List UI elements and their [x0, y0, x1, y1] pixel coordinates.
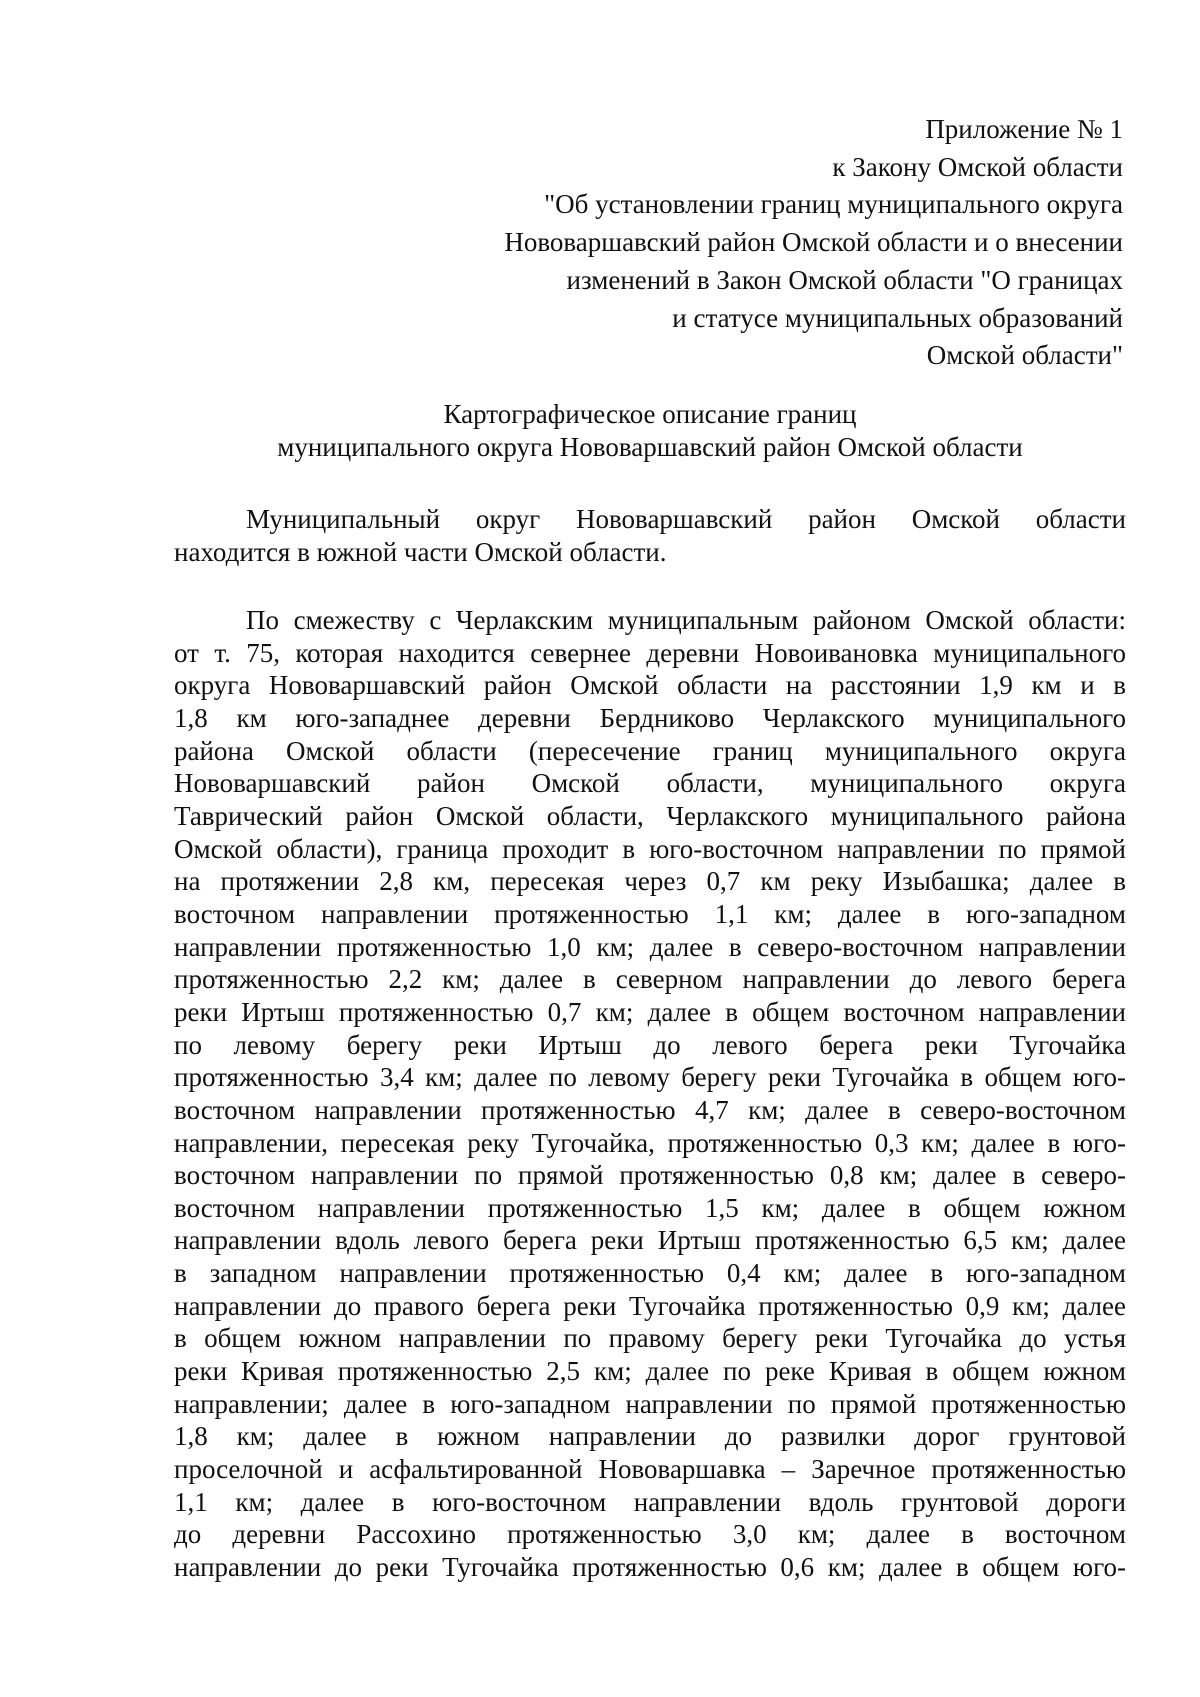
intro-paragraph [174, 503, 1126, 569]
body-line: на протяжении 2,8 км, пересекая через 0,7 км реку Изыбашка; далее в [174, 866, 1126, 897]
annex-line: Омской области" [926, 340, 1123, 371]
body-line: Таврический район Омской области, Черлакского муниципального района [174, 800, 1126, 831]
title-line: муниципального округа Нововаршавский район Омской области [277, 432, 1023, 462]
body-line: 1,8 км; далее в южном направлении до развилки дорог грунтовой [174, 1421, 1126, 1452]
annex-line: изменений в Закон Омской области "О границах [566, 264, 1123, 295]
body-line: протяженностью 3,4 км; далее по левому берегу реки Тугочайка в общем юго- [174, 1062, 1126, 1093]
body-line: реки Кривая протяженностью 2,5 км; далее по реке Кривая в общем южном [174, 1356, 1126, 1387]
annex-line: Приложение № 1 [925, 114, 1123, 144]
body-line: направлении протяженностью 1,0 км; далее в северо-восточном направлении [174, 931, 1126, 962]
body-line: Нововаршавский район Омской области, муниципального округа [174, 768, 1126, 799]
body-line: округа Нововаршавский район Омской области на расстоянии 1,9 км и в [174, 670, 1126, 701]
body-line: реки Иртыш протяженностью 0,7 км; далее в общем восточном направлении [174, 996, 1126, 1027]
body-line: направлении до реки Тугочайка протяженностью 0,6 км; далее в общем юго- [174, 1552, 1126, 1583]
body-line: до деревни Рассохино протяженностью 3,0 км; далее в восточном [174, 1519, 1126, 1550]
body-line: 1,8 км юго-западнее деревни Бердниково Черлакского муниципального [174, 702, 1126, 733]
boundary-description-paragraph [174, 604, 1126, 1584]
body-line: направлении, пересекая реку Тугочайка, протяженностью 0,3 км; далее в юго- [174, 1127, 1126, 1158]
body-line: района Омской области (пересечение границ муниципального округа [174, 735, 1126, 766]
body-line: восточном направлении протяженностью 4,7 км; далее в северо-восточном [174, 1094, 1126, 1125]
body-line: направлении; далее в юго-западном направлении по прямой протяженностью [174, 1388, 1126, 1419]
body-line: в западном направлении протяженностью 0,4 км; далее в юго-западном [174, 1258, 1126, 1289]
body-line: Омской области), граница проходит в юго-восточном направлении по прямой [174, 833, 1126, 864]
document-title [174, 398, 1126, 464]
intro-line: Муниципальный округ Нововаршавский район Омской области [246, 504, 1126, 534]
annex-line: Нововаршавский район Омской области и о внесении [504, 227, 1123, 258]
body-line: восточном направлении протяженностью 1,5 км; далее в общем южном [174, 1192, 1126, 1223]
title-line: Картографическое описание границ [443, 399, 857, 429]
body-line: по левому берегу реки Иртыш до левого берега реки Тугочайка [174, 1029, 1126, 1060]
annex-line: и статусе муниципальных образований [672, 302, 1123, 333]
body-line: восточном направлении по прямой протяженностью 0,8 км; далее в северо- [174, 1160, 1126, 1191]
body-line: в общем южном направлении по правому берегу реки Тугочайка до устья [174, 1323, 1126, 1354]
body-line: протяженностью 2,2 км; далее в северном направлении до левого берега [174, 964, 1126, 995]
annex-line: к Закону Омской области [832, 151, 1123, 182]
body-line: По смежеству с Черлакским муниципальным районом Омской области: [246, 605, 1126, 635]
annex-line: "Об установлении границ муниципального округа [544, 189, 1123, 220]
annex-header [423, 111, 1123, 375]
body-line: от т. 75, которая находится севернее деревни Новоивановка муниципального [174, 637, 1126, 668]
intro-line: находится в южной части Омской области. [174, 537, 667, 567]
body-line: восточном направлении протяженностью 1,1 км; далее в юго-западном [174, 898, 1126, 929]
body-line: направлении до правого берега реки Тугочайка протяженностью 0,9 км; далее [174, 1290, 1126, 1321]
body-line: направлении вдоль левого берега реки Иртыш протяженностью 6,5 км; далее [174, 1225, 1126, 1256]
body-line: 1,1 км; далее в юго-восточном направлении вдоль грунтовой дороги [174, 1486, 1126, 1517]
body-line: проселочной и асфальтированной Нововаршавка – Заречное протяженностью [174, 1454, 1126, 1485]
